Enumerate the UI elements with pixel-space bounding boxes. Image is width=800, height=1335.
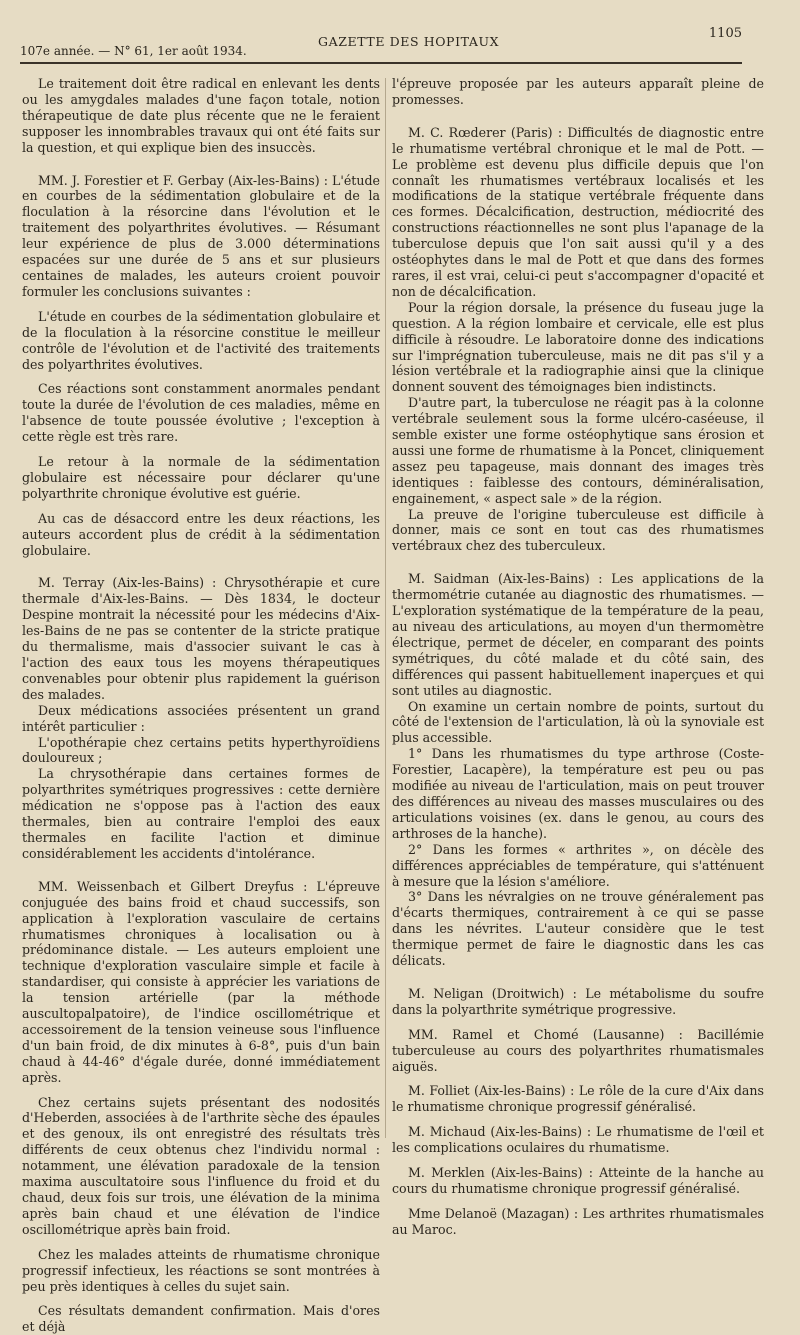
- paragraph: Au cas de désaccord entre les deux réactions, les auteurs accordent plus de crédit à la sédimentation globulaire.: [22, 510, 380, 558]
- paragraph: L'opothérapie chez certains petits hyperthyroïdiens douloureux ;: [22, 734, 380, 766]
- paragraph: 1° Dans les rhumatismes du type arthrose (Coste-Forestier, Lacapère), la température est peu ou pas modifiée au niveau de l'articulation, mais on peut trouver des différences au niveau des masses musculaires ou des articulations voisines (ex. dans le genou, au cours des arthroses de la hanche).: [392, 746, 764, 841]
- paragraph: Pour la région dorsale, la présence du fuseau juge la question. A la région lombaire et cervicale, elle est plus difficile à résoudre. Le laboratoire donne des indications sur l'imprégnation tuberculeuse, mais ne dit pas s'il y a lésion vertébrale et la radiographie ainsi que la clinique donnent souvent des témoignages bien indistincts.: [392, 299, 764, 395]
- paragraph: L'étude en courbes de la sédimentation globulaire et de la floculation à la résorcine constitue le meilleur contrôle de l'évolution et de l'activité des traitements des polyarthrites évolutives.: [22, 308, 380, 372]
- paragraph: D'autre part, la tuberculose ne réagit pas à la colonne vertébrale seulement sous la forme ulcéro-caséeuse, il semble exister une forme ostéophytique sans érosion et aussi une forme de rhumatisme à la Poncet, cliniquement assez peu tapageuse, mais donnant des images très identiques : faiblesse des contours, déminéralisation, engainement, « aspect sale » de la région.: [392, 395, 764, 506]
- paragraph: La preuve de l'origine tuberculeuse est difficile à donner, mais ce sont en tout cas des rhumatismes vertébraux chez des tuberculeux.: [392, 506, 764, 554]
- paragraph: Ces réactions sont constamment anormales pendant toute la durée de l'évolution de ces maladies, même en l'absence de toute poussée évolutive ; l'exception à cette règle est très rare.: [22, 381, 380, 445]
- communication-entry: MM. J. Forestier et F. Gerbay (Aix-les-Bains) : L'étude en courbes de la sédimentation globulaire et de la floculation à la résorcine dans l'évolution et le traitement des polyarthrites évolutives. — Résumant leur expérience de plus de 3.000 déterminations espacées sur une durée de 5 ans et sur plusieurs centaines de malades, les auteurs croient pouvoir formuler les conclusions suivantes :: [22, 172, 380, 299]
- page-header: [20, 22, 742, 62]
- communication-entry: MM. Weissenbach et Gilbert Dreyfus : L'épreuve conjuguée des bains froid et chaud successifs, son application à l'exploration vasculaire de certains rhumatismes chroniques à localisation ou à prédominance distale. — Les auteurs emploient une technique d'exploration vasculaire simple et facile à standardiser, qui consiste à apprécier les variations de la tension artérielle (par la méthode auscultopalpatoire), de l'indice oscillométrique et accessoirement de la tension veineuse sous l'influence d'un bain froid, de dix minutes à 6-8°, puis d'un bain chaud à 44-46° d'égale durée, donné immédiatement après.: [22, 878, 380, 1085]
- paragraph: 3° Dans les névralgies on ne trouve généralement pas d'écarts thermiques, contrairement à ce qui se passe dans les névrites. L'auteur considère que le test thermique permet de faire le diagnostic dans les cas délicats.: [392, 889, 764, 969]
- communication-entry: M. Terray (Aix-les-Bains) : Chrysothérapie et cure thermale d'Aix-les-Bains. — Dès 1834, le docteur Despine montrait la nécessité pour les médecins d'Aix-les-Bains de ne pas se contenter de la stricte pratique du thermalisme, mais d'associer suivant le cas à l'action des eaux tous les moyens thérapeutiques convenables pour obtenir plus rapidement la guérison des malades.: [22, 575, 380, 702]
- communication-entry: M. Michaud (Aix-les-Bains) : Le rhumatisme de l'œil et les complications oculaires du rhumatisme.: [392, 1124, 764, 1156]
- header-rule: [20, 62, 742, 64]
- paragraph: Ces résultats demandent confirmation. Mais d'ores et déjà: [22, 1303, 380, 1335]
- journal-title: GAZETTE DES HOPITAUX: [318, 34, 500, 49]
- page-number: 1105: [708, 26, 742, 41]
- communication-entry: MM. Ramel et Chomé (Lausanne) : Bacillémie tuberculeuse au cours des polyarthrites rhumatismales aiguës.: [392, 1026, 764, 1074]
- paragraph: La chrysothérapie dans certaines formes de polyarthrites symétriques progressives : cette dernière médication ne s'oppose pas à l'action des eaux thermales, bien au contraire l'emploi des eaux thermales en facilite l'action et diminue considérablement les accidents d'intolérance.: [22, 766, 380, 861]
- issue-line: 107e année. — N° 61, 1er août 1934.: [20, 44, 247, 58]
- communication-entry: M. Merklen (Aix-les-Bains) : Atteinte de la hanche au cours du rhumatisme chronique progressif généralisé.: [392, 1165, 764, 1196]
- paragraph: Le retour à la normale de la sédimentation globulaire est nécessaire pour déclarer qu'une polyarthrite chronique évolutive est guérie.: [22, 454, 380, 501]
- paragraph: l'épreuve proposée par les auteurs apparaît pleine de promesses.: [392, 76, 764, 107]
- paragraph: On examine un certain nombre de points, surtout du côté de l'extension de l'articulation, là où la synoviale est plus accessible.: [392, 698, 764, 746]
- communication-entry: M. Saidman (Aix-les-Bains) : Les applications de la thermométrie cutanée au diagnostic des rhumatismes. — L'exploration systématique de la température de la peau, au niveau des articulations, au moyen d'un thermomètre électrique, permet de déceler, en comparant des points symétriques, du côté malade et du côté sain, des différences qui passent habituellement inaperçues et qui sont utiles au diagnostic.: [392, 571, 764, 698]
- communication-entry: M. C. Rœderer (Paris) : Difficultés de diagnostic entre le rhumatisme vertébral chronique et le mal de Pott. — Le problème est devenu plus difficile depuis que l'on connaît les rhumatismes vertébraux localisés et les modifications de la statique vertébrale fréquente dans ces formes. Décalcification, destruction, médiocrité des constructions réactionnelles ne sont plus l'apanage de la tuberculose depuis que l'on sait aussi qu'il y a des ostéophytes dans le mal de Pott et que dans des formes rares, il est vrai, celui-ci peut s'accompagner d'opacité et non de décalcification.: [392, 124, 764, 299]
- paragraph: Deux médications associées présentent un grand intérêt particulier :: [22, 702, 380, 734]
- communication-entry: M. Neligan (Droitwich) : Le métabolisme du soufre dans la polyarthrite symétrique progressive.: [392, 985, 764, 1017]
- communication-entry: M. Folliet (Aix-les-Bains) : Le rôle de la cure d'Aix dans le rhumatisme chronique progressif généralisé.: [392, 1083, 764, 1115]
- right-column: [392, 76, 764, 1238]
- communication-entry: Mme Delanoë (Mazagan) : Les arthrites rhumatismales au Maroc.: [392, 1205, 764, 1237]
- paragraph: Chez les malades atteints de rhumatisme chronique progressif infectieux, les réactions se sont montrées à peu près identiques à celles du sujet sain.: [22, 1246, 380, 1294]
- paragraph: 2° Dans les formes « arthrites », on décèle des différences appréciables de température, qui s'atténuent à mesure que la lésion s'améliore.: [392, 841, 764, 889]
- paragraph: Chez certains sujets présentant des nodosités d'Heberden, associées à de l'arthrite sèche des épaules et des genoux, ils ont enregistré des résultats très différents de ceux obtenus chez l'individu normal : notamment, une élévation paradoxale de la tension maxima auscultatoire sous l'influence du froid et du chaud, deux fois sur trois, une élévation de la minima après bain chaud et une élévation de l'indice oscillométrique après bain froid.: [22, 1094, 380, 1237]
- left-column: [22, 76, 380, 1335]
- paragraph: Le traitement doit être radical en enlevant les dents ou les amygdales malades d'une façon totale, notion thérapeutique de date plus récente que ne le feraient supposer les innombrables travaux qui ont été faits sur la question, et qui explique bien des insuccès.: [22, 76, 380, 155]
- column-divider: [385, 78, 386, 1138]
